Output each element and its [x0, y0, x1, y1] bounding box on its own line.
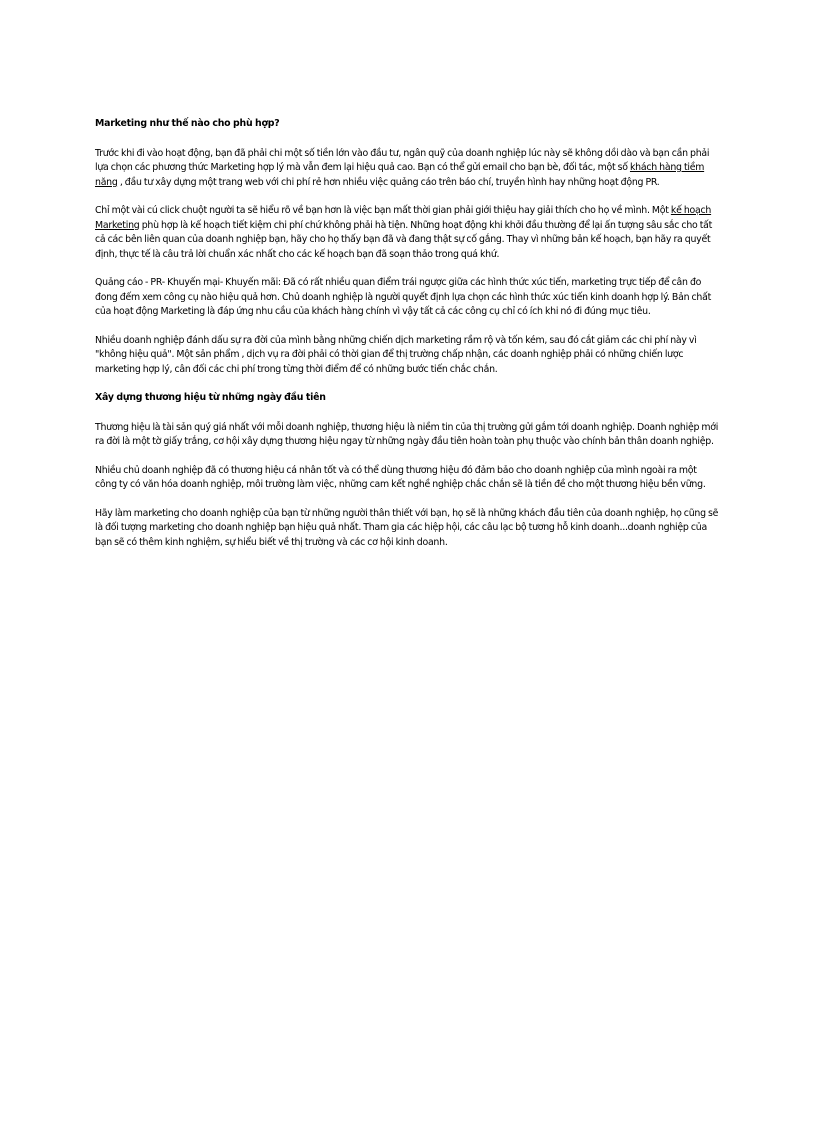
paragraph-7: Hãy làm marketing cho doanh nghiệp của bạn từ những người thân thiết với bạn, họ sẽ là những khách đầu tiên của doanh nghiệp, họ cũng sẽ là đối tượng marketing cho doanh nghiệp bạn hiệu quả nhất. Tham gia các hiệp hội, các câu lạc bộ tương hỗ kinh doanh...doanh nghiệp của bạn sẽ có thêm kinh nghiệm, sự hiểu biết về thị trường và các cơ hội kinh doanh. [95, 507, 719, 548]
paragraph-6: Nhiều chủ doanh nghiệp đã có thương hiệu cá nhân tốt và có thể dùng thương hiệu đó đảm bảo cho doanh nghiệp của mình ngoài ra một công ty có văn hóa doanh nghiệp, môi trường làm việc, những cam kết nghề nghiệp chắc chắn sẽ là tiền đề cho một thương hiệu bền vững. [95, 464, 706, 490]
link-potential-customers[interactable]: khách hàng tiềm năng [95, 162, 705, 188]
paragraph-2 [95, 204, 720, 262]
paragraph-1-text-after: , đầu tư xây dựng một trang web với chi phí rẻ hơn nhiều việc quảng cáo trên báo chí, truyền hình hay những hoạt động PR. [117, 176, 660, 188]
paragraph-2-text-before: Chỉ một vài cú click chuột người ta sẽ hiểu rõ về bạn hơn là việc bạn mất thời gian phải giới thiệu hay giải thích cho họ về mình. Một [95, 205, 671, 216]
heading-branding: Xây dựng thương hiệu từ những ngày đầu tiên [95, 392, 326, 403]
paragraph-4: Nhiều doanh nghiệp đánh dấu sự ra đời của mình bằng những chiến dịch marketing rầm rộ và tốn kém, sau đó cắt giảm các chi phí này vì "không hiệu quả". Một sản phẩm , dịch vụ ra đời phải có thời gian để thị trường chấp nhận, các doanh nghiệp phải có những chiến lược marketing hợp lý, cân đối các chi phí trong từng thời điểm để có những bước tiến chắc chắn. [95, 334, 697, 375]
paragraph-1-text-before: Trước khi đi vào hoạt động, bạn đã phải chi một số tiền lớn vào đầu tư, ngân quỹ của doanh nghiệp lúc này sẽ không dồi dào và bạn cần phải lựa chọn các phương thức Marketing hợp lý mà vẫn đem lại hiệu quả cao. Bạn có thể gửi email cho bạn bè, đối tác, một số [95, 147, 710, 173]
paragraph-5: Thương hiệu là tài sản quý giá nhất với mỗi doanh nghiệp, thương hiệu là niềm tin của thị trường gửi gắm tới doanh nghiệp. Doanh nghiệp mới ra đời là một tờ giấy trắng, cơ hội xây dựng thương hiệu ngay từ những ngày đầu tiên hoàn toàn phụ thuộc vào chính bản thân doanh nghiệp. [95, 421, 719, 447]
heading-marketing: Marketing như thế nào cho phù hợp? [95, 118, 280, 129]
document-body [95, 117, 720, 564]
paragraph-2-text-after: phù hợp là kế hoạch tiết kiệm chi phí chứ không phải hà tiện. Những hoạt động khi khởi đầu thường để lại ấn tượng sâu sắc cho tất cả các bên liên quan của doanh nghiệp bạn, hãy cho họ thấy bạn đã và đang thật sự cố gắng. Thay vì những bản kế hoạch, bạn hãy ra quyết định, thực tế là câu trả lời chuẩn xác nhất cho các kế hoạch bạn đã soạn thảo trong quá khứ. [95, 219, 713, 260]
paragraph-3: Quảng cáo - PR- Khuyến mại- Khuyến mãi: Đã có rất nhiều quan điểm trái ngược giữa các hình thức xúc tiến, marketing trực tiếp để cân đo đong đếm xem công cụ nào hiệu quả hơn. Chủ doanh nghiệp là người quyết định lựa chọn các hình thức xúc tiến kinh doanh hợp lý. Bản chất của hoạt động Marketing là đáp ứng nhu cầu của khách hàng chính vì vậy tất cả các công cụ chỉ có ích khi nó đi đúng mục tiêu. [95, 277, 712, 317]
paragraph-1 [95, 147, 720, 191]
link-marketing-plan[interactable]: kế hoạch Marketing [95, 205, 712, 231]
